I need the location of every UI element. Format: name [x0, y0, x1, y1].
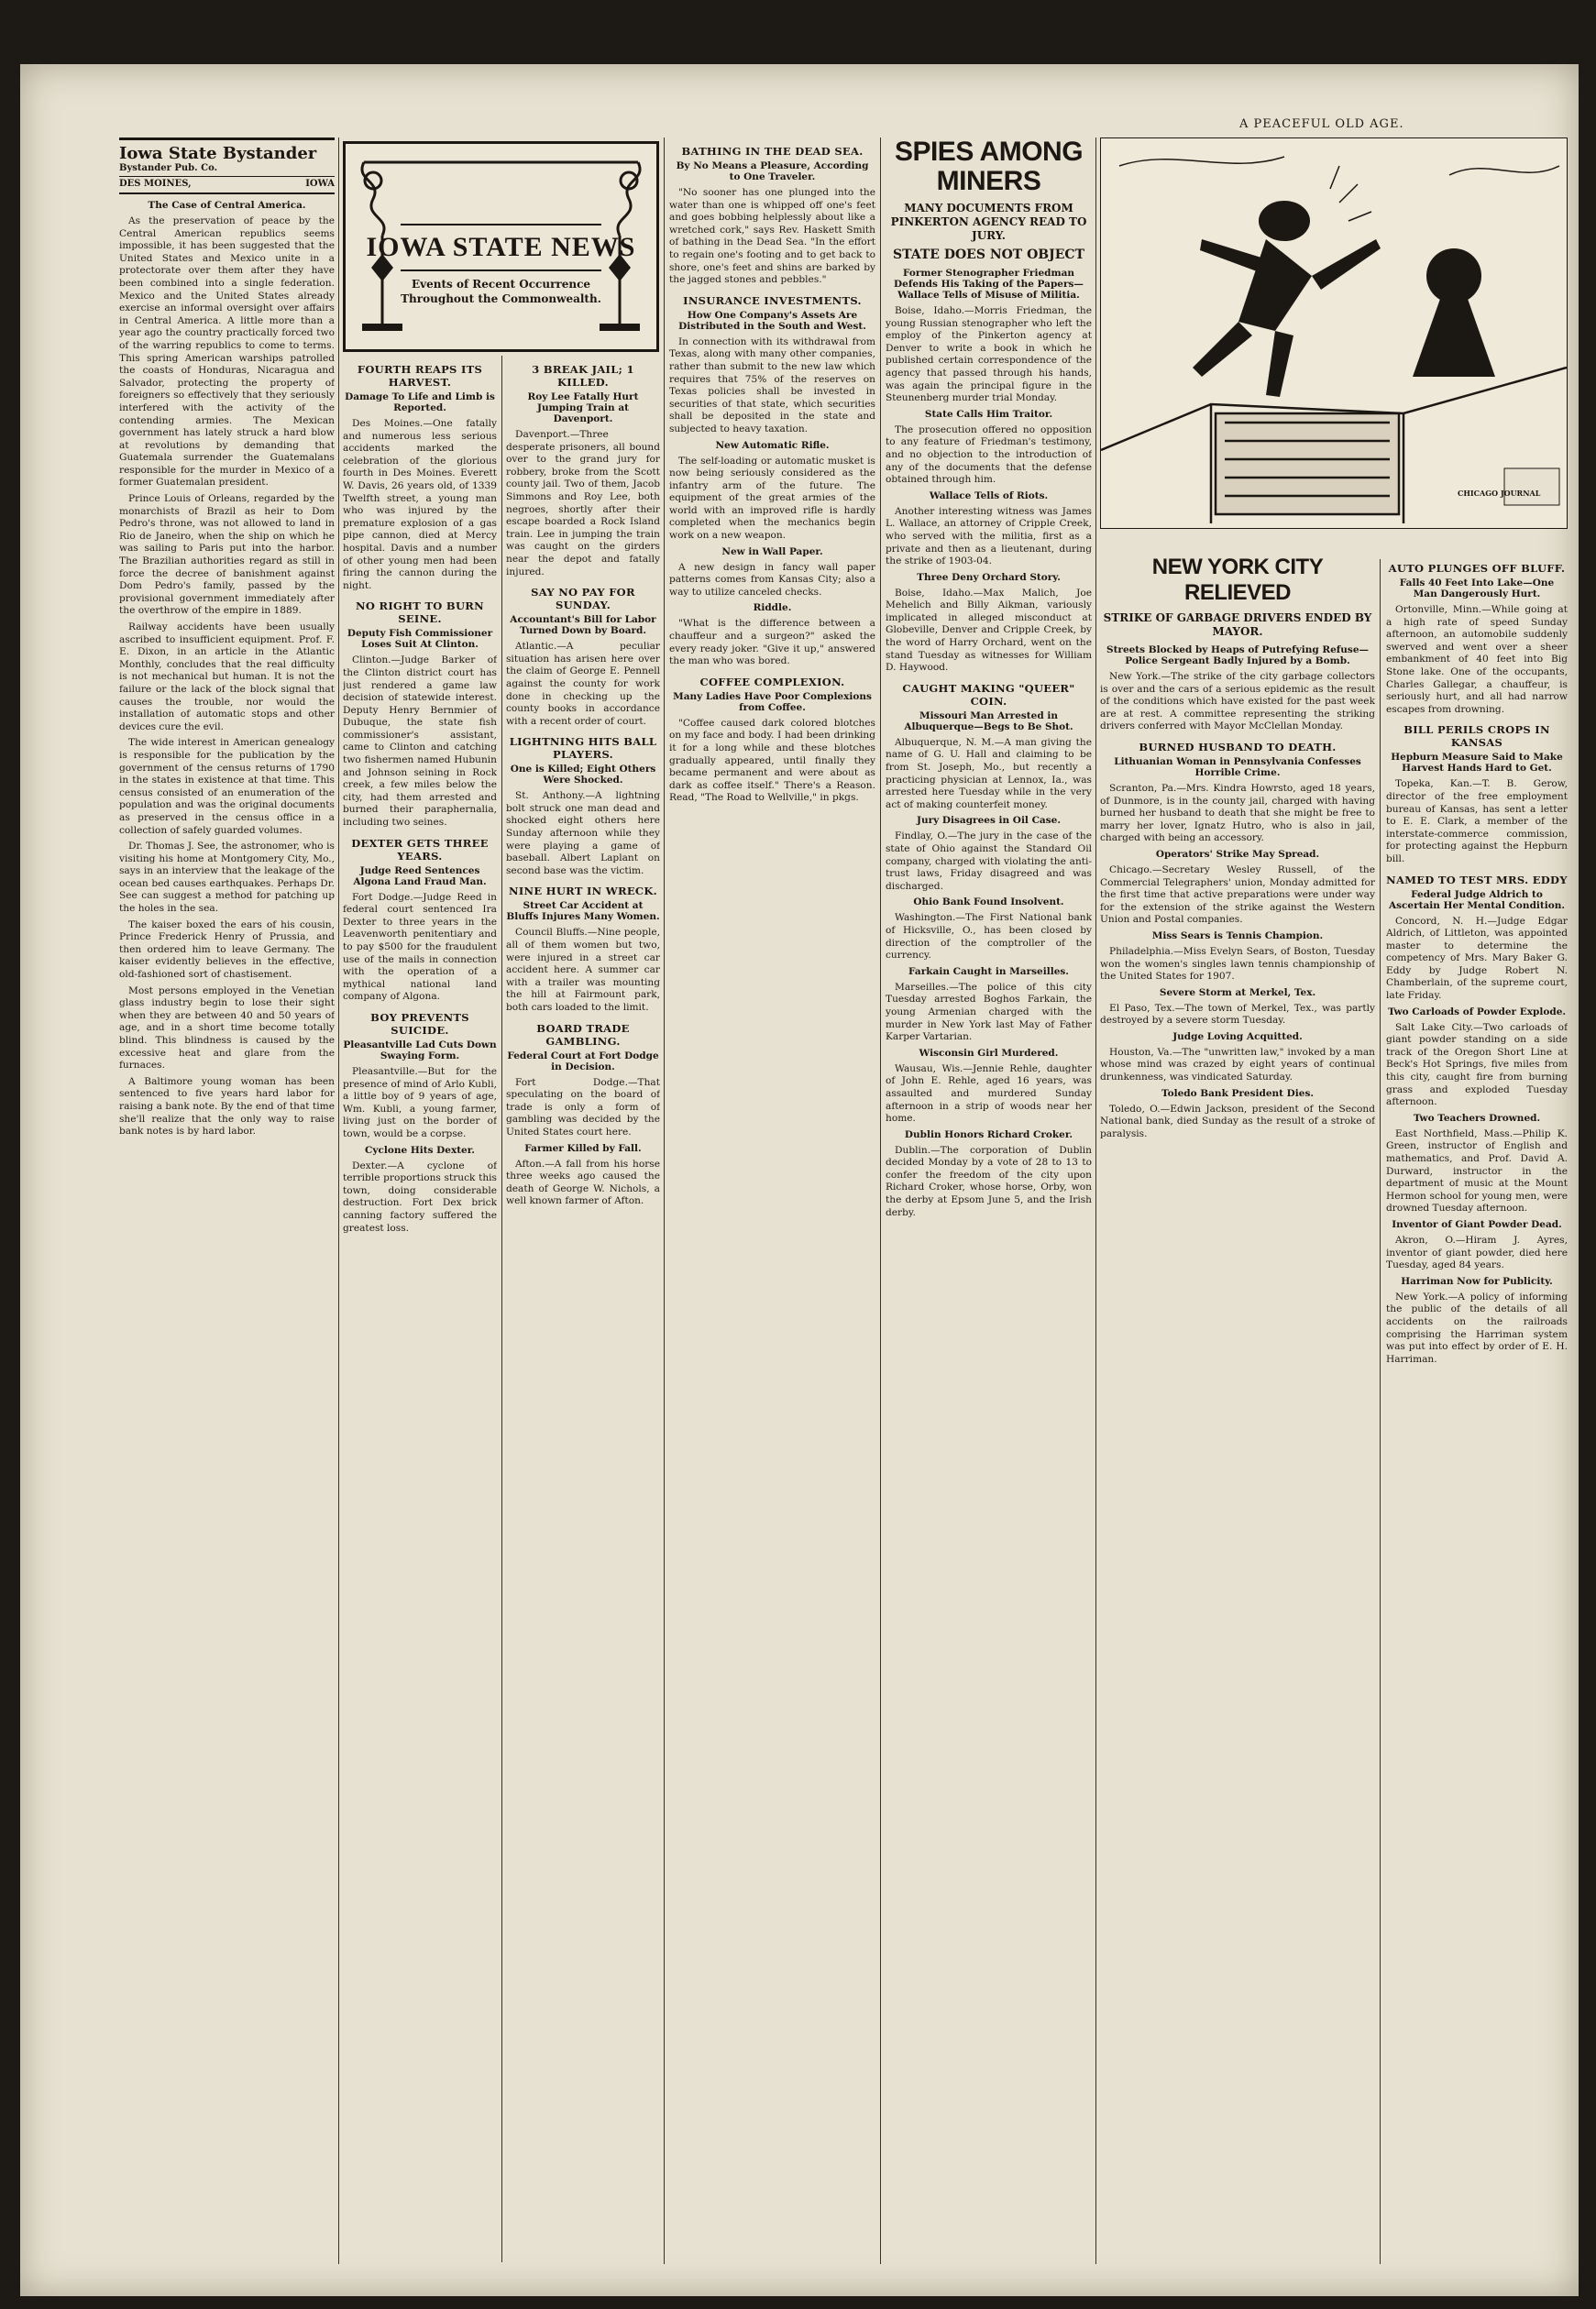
article-headline: DEXTER GETS THREE YEARS. [351, 836, 489, 863]
article-paragraph: Railway accidents have been usually ascribed to insufficient equipment. Prof. F. E. Dixon, in an article in the Atlantic Monthly, concludes that the real difficulty is not mechanical but human. It is not the failure or the lack of the block signal that causes the trouble, nor would the installation of automatic stops and other devices cure the evil. [119, 621, 335, 732]
article-headline: New in Wall Paper. [721, 545, 823, 557]
article-paragraph: El Paso, Tex.—The town of Merkel, Tex., was partly destroyed by a severe storm Tuesday. [1100, 1002, 1375, 1027]
column-briefs [1386, 555, 1568, 2278]
article-paragraph: In connection with its withdrawal from Texas, along with many other companies, rather than submit to the new law which requires that 75% of the reserves on Texas policies shall be invested in securities of that state, which securities shall be deposited in the state and subjected to heavy taxation. [669, 335, 875, 434]
article-headline: Cyclone Hits Dexter. [365, 1144, 475, 1156]
article-subhead: Many Ladies Have Poor Complexions from Coffee. [673, 690, 872, 713]
article-paragraph: New York.—The strike of the city garbage collectors is over and the cars of a serious epidemic as the result of the conditions which have existed for the past week are at rest. A committee representing the striking drivers conferred with Mayor McClellan Monday. [1100, 671, 1375, 732]
article-paragraph: Houston, Va.—The "unwritten law," invoked by a man whose mind was crazed by eight years of continual drunkenness, was vindicated Saturday. [1100, 1046, 1375, 1083]
article-subhead: Deputy Fish Commissioner Loses Suit At Clinton. [347, 628, 493, 651]
article-headline: BURNED HUSBAND TO DEATH. [1139, 740, 1337, 753]
article-subhead: By No Means a Pleasure, According to One Traveler. [676, 160, 869, 182]
article-headline: The Case of Central America. [148, 200, 306, 211]
banner-subtitle: Events of Recent Occurrence Throughout the Commonwealth. [401, 278, 601, 305]
article-subhead: Judge Reed Sentences Algona Land Fraud Man. [353, 864, 487, 887]
article-headline: Harriman Now for Publicity. [1401, 1275, 1553, 1287]
article-paragraph: East Northfield, Mass.—Philip K. Green, instructor of English and mathematics, and Prof. David A. Durward, instructor in the department of music at the Mount Hermon school for young men, were drowned Tuesday afternoon. [1386, 1127, 1568, 1215]
article-paragraph: Dr. Thomas J. See, the astronomer, who is visiting his home at Montgomery City, Mo., says in an interview that the leakage of the ocean bed causes earthquakes. Perhaps Dr. See can suggest a method for patching up the holes in the sea. [119, 841, 335, 915]
article-paragraph: Dexter.—A cyclone of terrible proportions struck this town, doing considerable destruction. Fort Dex brick canning factory suffered the greatest loss. [343, 1160, 497, 1234]
article-headline: LIGHTNING HITS BALL PLAYERS. [509, 735, 657, 762]
article-headline: Wisconsin Girl Murdered. [919, 1047, 1059, 1059]
article-headline: New Automatic Rifle. [715, 439, 830, 451]
article-headline: Three Deny Orchard Story. [917, 571, 1061, 583]
editorial-cartoon [1100, 137, 1568, 545]
article-headline: Inventor of Giant Powder Dead. [1392, 1218, 1562, 1230]
article-subhead: Falls 40 Feet Into Lake—One Man Dangerously Hurt. [1399, 577, 1555, 599]
article-paragraph: Scranton, Pa.—Mrs. Kindra Howrsto, aged 18 years, of Dunmore, is in the county jail, charged with having burned her husband to death that she might be free to marry her lover, Ignatz Hutro, who is also in jail, charged with being an accessory. [1100, 782, 1375, 844]
cartoon-illustration-icon [1100, 137, 1568, 529]
article-paragraph: Salt Lake City.—Two carloads of giant powder standing on a side track of the Oregon Short Line at Beck's Hot Springs, five miles from this city, caught fire from burning grass and exploded Tuesday afternoon. [1386, 1021, 1568, 1108]
article-paragraph: Findlay, O.—The jury in the case of the state of Ohio against the Standard Oil company, charged with violating the anti-trust laws, Friday disagreed and was discharged. [886, 830, 1092, 892]
article-headline: Two Carloads of Powder Explode. [1387, 1006, 1567, 1017]
article-paragraph: Clinton.—Judge Barker of the Clinton district court has just rendered a game law decision of statewide interest. Deputy Henry Bernmier of Dubuque, the state fish commissioner's assistant, came to Clinton and catching two fishermen named Hubunin and Johnson seining in Rock creek, a few miles below the city, had them arrested and burned their paraphernalia, including two seines. [343, 654, 497, 829]
article-paragraph: Afton.—A fall from his horse three weeks ago caused the death of George W. Nichols, a well known farmer of Afton. [506, 1158, 660, 1207]
article-paragraph: Council Bluffs.—Nine people, all of them women but two, were injured in a street car accident here. A summer car with a trailer was mounting the hill at Fairmount park, both cars loaded to the limit. [506, 927, 660, 1013]
article-headline: Judge Loving Acquitted. [1172, 1030, 1303, 1042]
iowa-state-news-banner [343, 141, 659, 352]
article-paragraph: Albuquerque, N. M.—A man giving the name of G. U. Hall and claiming to be from St. Joseph, Mo., but recently a practicing physician at Lennox, Ia., was arrested here Tuesday while in the very act of making counterfeit money. [886, 736, 1092, 810]
column-editorial [119, 137, 335, 2282]
article-subhead: Lithuanian Woman in Pennsylvania Confesses Horrible Crime. [1114, 755, 1361, 778]
article-headline: NINE HURT IN WRECK. [509, 885, 657, 898]
article-paragraph: Des Moines.—One fatally and numerous less serious accidents marked the celebration of the glorious fourth in Des Moines. Everett W. Davis, 26 years old, of 1339 Twelfth street, a young man who was injured by the premature explosion of a gas pipe cannon, died at Mercy hospital. Davis and a number of other young men had been firing the cannon during the night. [343, 418, 497, 591]
banner-title: IOWA STATE NEWS [366, 232, 636, 262]
masthead-publisher: Bystander Pub. Co. [119, 163, 218, 173]
masthead-dateline [119, 176, 335, 189]
article-headline: Two Teachers Drowned. [1413, 1112, 1541, 1124]
article-headline: BOARD TRADE GAMBLING. [536, 1021, 630, 1048]
article-headline: Farkain Caught in Marseilles. [908, 965, 1069, 977]
deck-headline: MANY DOCUMENTS FROM PINKERTON AGENCY READ TO JURY. [890, 202, 1087, 242]
article-headline: Toledo Bank President Dies. [1161, 1087, 1315, 1099]
article-subhead: Pleasantville Lad Cuts Down Swaying Form. [343, 1039, 497, 1061]
article-headline: Dublin Honors Richard Croker. [904, 1128, 1073, 1140]
article-paragraph: Boise, Idaho.—Max Malich, Joe Mehelich and Billy Aikman, variously implicated in alleged misconduct at Globeville, Denver and Cripple Creek, by the word of Harry Orchard, went on the stand Tuesday as witnesses for William D. Haywood. [886, 587, 1092, 674]
article-paragraph: "What is the difference between a chauffeur and a surgeon?" asked the every ready joker. "Give it up," answered the man who was bored. [669, 618, 875, 667]
article-paragraph: Boise, Idaho.—Morris Friedman, the young Russian stenographer who left the employ of the Pinkerton agency at Denver to write a book in which he published certain correspondence of the agency that passed through his hands, was again the principal figure in the Steunenberg murder trial Monday. [886, 305, 1092, 404]
newspaper-page [20, 64, 1579, 2296]
article-headline: 3 BREAK JAIL; 1 KILLED. [532, 363, 634, 389]
column-rule [1380, 559, 1381, 2264]
article-paragraph: Dublin.—The corporation of Dublin decided Monday by a vote of 28 to 13 to confer the freedom of the city upon Richard Croker, whose horse, Orby, won the derby at Epsom June 5, and the Irish derby. [886, 1144, 1092, 1218]
article-headline: NO RIGHT TO BURN SEINE. [356, 599, 484, 626]
article-paragraph: As the preservation of peace by the Central American republics seems impossible, it has been suggested that the United States and Mexico unite in a protectorate over them after they have been combined into a single federation. Mexico and the United States already exercise an informal oversight over affairs in Central America. A little more than a year ago the country practically forced two of the warring republics to come to terms. This spring American warships patrolled the coasts of Honduras, Nicaragua and Salvador, protecting the property of foreigners so effectively that they seriously interfered with the activity of the contending armies. The Mexican government has lately struck a hard blow at revolutions by demanding that Guatemala surrender the Guatemalans responsible for the murder in Mexico of a former Guatemalan president. [119, 215, 335, 489]
article-paragraph: Atlantic.—A peculiar situation has arisen here over the claim of George E. Pennell against the county for work done in checking up the county books in accordance with a recent order of court. [506, 641, 660, 727]
article-paragraph: A Baltimore young woman has been sentenced to five years hard labor for raising a bank note. By the end of that time she'll realize that the only way to raise bank notes is by hard labor. [119, 1075, 335, 1138]
article-headline: COFFEE COMPLEXION. [699, 675, 845, 688]
article-paragraph: The self-loading or automatic musket is now being seriously considered as the infantry arm of the future. The equipment of the great armies of the world with an improved rifle is hardly completed when the mechanics begin work on a new weapon. [669, 455, 875, 542]
article-subhead: One is Killed; Eight Others Were Shocked. [510, 764, 656, 786]
article-paragraph: Marseilles.—The police of this city Tuesday arrested Boghos Farkain, the young Armenian charged with the murder in New York last May of Father Karper Vartarian. [886, 981, 1092, 1043]
article-headline: Operators' Strike May Spread. [1155, 848, 1320, 860]
article-paragraph: The wide interest in American genealogy is responsible for the publication by the government of the census returns of 1790 in the states in existence at that time. This census consisted of an enumeration of the population and was the original documents as preserved in the census office in a collection of safely guarded volumes. [119, 737, 335, 836]
article-paragraph: St. Anthony.—A lightning bolt struck one man dead and shocked eight others here Sunday afternoon while they were playing a game of baseball. Albert Laplant on second base was the victim. [506, 790, 660, 876]
column-state-news-b [506, 356, 660, 2281]
article-headline: SAY NO PAY FOR SUNDAY. [531, 586, 635, 612]
column-new-york-relieved [1100, 555, 1375, 2278]
article-headline: Wallace Tells of Riots. [929, 489, 1049, 501]
article-paragraph: A new design in fancy wall paper patterns comes from Kansas City; also a way to utilize canceled checks. [669, 561, 875, 598]
article-headline: NAMED TO TEST MRS. EDDY [1386, 873, 1568, 886]
column-state-news-a [343, 356, 497, 2281]
article-paragraph: Pleasantville.—But for the presence of mind of Arlo Kubli, a little boy of 9 years of age, Wm. Kubli, a young farmer, living just on the border of town, would be a corpse. [343, 1065, 497, 1139]
article-paragraph: Most persons employed in the Venetian glass industry begin to lose their sight when they are between 40 and 50 years of age, and in a short time become totally blind. This blindness is caused by the excessive heat and glare from the furnaces. [119, 984, 335, 1072]
article-paragraph: Ortonville, Minn.—While going at a high rate of speed Sunday afternoon, an automobile suddenly swerved and went over a sheer embankment of 40 feet into Big Stone lake. One of the occupants, Charles Gallegar, a chauffeur, is seriously hurt, and all had narrow escapes from drowning. [1386, 604, 1568, 715]
article-paragraph: Davenport.—Three desperate prisoners, all bound over to the grand jury for robbery, broke from the Scott county jail. Two of them, Jacob Simmons and Roy Lee, both negroes, shortly after their escape boarded a Rock Island train. Lee in jumping the train was caught on the girders near the depot and fatally injured. [506, 429, 660, 577]
article-paragraph: Washington.—The First National bank of Hicksville, O., has been closed by direction of the comptroller of the currency. [886, 912, 1092, 962]
article-headline: CAUGHT MAKING "QUEER" COIN. [902, 681, 1075, 708]
article-paragraph: "No sooner has one plunged into the water than one is whipped off one's feet and goes bobbing helplessly about like a wretched cork," says Rev. Haskett Smith of bathing in the Dead Sea. "In the effort to regain one's footing and to get back to shore, one's feet and shins are barked by the jagged stones and pebbles." [669, 187, 875, 286]
column-rule [501, 356, 502, 2262]
article-paragraph: Topeka, Kan.—T. B. Gerow, director of the free employment bureau of Kansas, has sent a letter to E. E. Clark, a member of the interstate-commerce commission, for protecting against the Hepburn bill. [1386, 778, 1568, 864]
masthead-title: Iowa State Bystander [119, 144, 317, 163]
article-paragraph: Toledo, O.—Edwin Jackson, president of the Second National bank, died Sunday as the result of a stroke of paralysis. [1100, 1103, 1375, 1139]
article-paragraph: Concord, N. H.—Judge Edgar Aldrich, of Littleton, was appointed master to determine the competency of Mrs. Mary Baker G. Eddy by Judge Robert N. Chamberlain, of the supreme court, late Friday. [1386, 915, 1568, 1002]
article-subhead: Federal Court at Fort Dodge in Decision. [507, 1050, 659, 1072]
article-subhead: Street Car Accident at Bluffs Injures Many Women. [506, 900, 660, 923]
article-headline: AUTO PLUNGES OFF BLUFF. [1388, 562, 1566, 575]
article-headline: FOURTH REAPS ITS HARVEST. [357, 363, 483, 389]
cartoon-signature: CHICAGO JOURNAL [1458, 489, 1541, 498]
article-subhead: Federal Judge Aldrich to Ascertain Her Mental Condition. [1388, 888, 1566, 911]
column-rule [664, 137, 665, 2264]
article-subhead: How One Company's Assets Are Distributed in the South and West. [678, 309, 866, 332]
article-subhead: Damage To Life and Limb is Reported. [345, 391, 495, 413]
article-paragraph: New York.—A policy of informing the public of the details of all accidents on the railroads comprising the Harriman system was put into effect by order of E. H. Harriman. [1386, 1291, 1568, 1365]
article-headline: BOY PREVENTS SUICIDE. [370, 1010, 469, 1037]
article-paragraph: The kaiser boxed the ears of his cousin, Prince Frederick Henry of Prussia, and then ordered him to leave Germany. The kaiser evidently believes in the effective, old-fashioned sort of chastisement. [119, 918, 335, 981]
major-headline: SPIES AMONG MINERS [894, 137, 1084, 196]
deck-headline: STATE DOES NOT OBJECT [893, 247, 1084, 262]
column-misc-news [669, 137, 875, 2282]
article-paragraph: Wausau, Wis.—Jennie Rehle, daughter of John E. Rehle, aged 16 years, was assaulted and murdered Sunday afternoon in a strip of woods near her home. [886, 1062, 1092, 1125]
deck-headline: STRIKE OF GARBAGE DRIVERS ENDED BY MAYOR. [1103, 611, 1372, 638]
article-headline: BILL PERILS CROPS IN KANSAS [1403, 723, 1550, 750]
column-rule [338, 137, 339, 2264]
article-paragraph: The prosecution offered no opposition to any feature of Friedman's testimony, and no objection to the introduction of any of the documents that the defense obtained through him. [886, 423, 1092, 486]
article-paragraph: Another interesting witness was James L. Wallace, an attorney of Cripple Creek, who served with the militia, first as a private and then as a lieutenant, during the strike of 1903-04. [886, 505, 1092, 567]
article-paragraph: Fort Dodge.—That speculating on the board of trade is only a form of gambling was decided by the United States court here. [506, 1076, 660, 1138]
page-folio: A PEACEFUL OLD AGE. [1239, 117, 1404, 131]
article-headline: State Calls Him Traitor. [924, 408, 1053, 420]
article-headline: BATHING IN THE DEAD SEA. [681, 145, 864, 158]
article-paragraph: "Coffee caused dark colored blotches on my face and body. I had been drinking it for a long while and these blotches gradually appeared, until finally they became permanent and were about as dark as coffee itself." There's a Reason. Read, "The Road to Wellville," in pkgs. [669, 717, 875, 804]
article-headline: Riddle. [753, 602, 792, 614]
masthead-city: DES MOINES, [119, 179, 192, 189]
article-subhead: Hepburn Measure Said to Make Harvest Hands Hard to Get. [1391, 752, 1563, 775]
column-rule [880, 137, 881, 2264]
article-subhead: Accountant's Bill for Labor Turned Down by Board. [510, 614, 656, 637]
column-rule [1095, 137, 1096, 2264]
article-paragraph: Fort Dodge.—Judge Reed in federal court sentenced Ira Dexter to three years in the Leavenworth penitentiary and to pay $500 for the fraudulent use of the mails in connection with the operation of a mythical national land company of Algona. [343, 891, 497, 1003]
article-paragraph: Chicago.—Secretary Wesley Russell, of the Commercial Telegraphers' union, Monday admitted for the first time that active preparations were under way for the extension of the strike against the Western Union and Postal companies. [1100, 863, 1375, 926]
article-subhead: Former Stenographer Friedman Defends His Taking of the Papers—Wallace Tells of Misuse of Militia. [894, 268, 1084, 301]
article-headline: Miss Sears is Tennis Champion. [1151, 929, 1324, 941]
article-paragraph: Philadelphia.—Miss Evelyn Sears, of Boston, Tuesday won the women's singles lawn tennis championship of the United States for 1907. [1100, 945, 1375, 983]
article-subhead: Missouri Man Arrested in Albuquerque—Begs to Be Shot. [904, 709, 1073, 732]
article-headline: Severe Storm at Merkel, Tex. [1159, 986, 1316, 998]
article-subhead: Streets Blocked by Heaps of Putrefying Refuse—Police Sergeant Badly Injured by a Bomb. [1106, 644, 1370, 666]
article-paragraph: Akron, O.—Hiram J. Ayres, inventor of giant powder, died here Tuesday, aged 84 years. [1386, 1234, 1568, 1271]
masthead [119, 137, 335, 194]
article-headline: Ohio Bank Found Insolvent. [913, 896, 1064, 908]
column-spies-among-miners [886, 137, 1092, 2282]
masthead-state: IOWA [305, 179, 335, 189]
article-subhead: Roy Lee Fatally Hurt Jumping Train at Davenport. [527, 391, 639, 424]
major-headline: NEW YORK CITY RELIEVED [1151, 555, 1324, 605]
article-paragraph: Prince Louis of Orleans, regarded by the monarchists of Brazil as heir to Dom Pedro's throne, was not allowed to land in Rio de Janeiro, when the ship on which he was sailing to Paris put into the harbor. The Brazilian authorities regard as still in force the decree of banishment against Dom Pedro's family, passed by the provisional government immediately after the overthrow of the empire in 1889. [119, 493, 335, 617]
article-headline: Farmer Killed by Fall. [524, 1142, 642, 1154]
article-headline: INSURANCE INVESTMENTS. [683, 293, 862, 307]
article-headline: Jury Disagrees in Oil Case. [917, 815, 1061, 827]
